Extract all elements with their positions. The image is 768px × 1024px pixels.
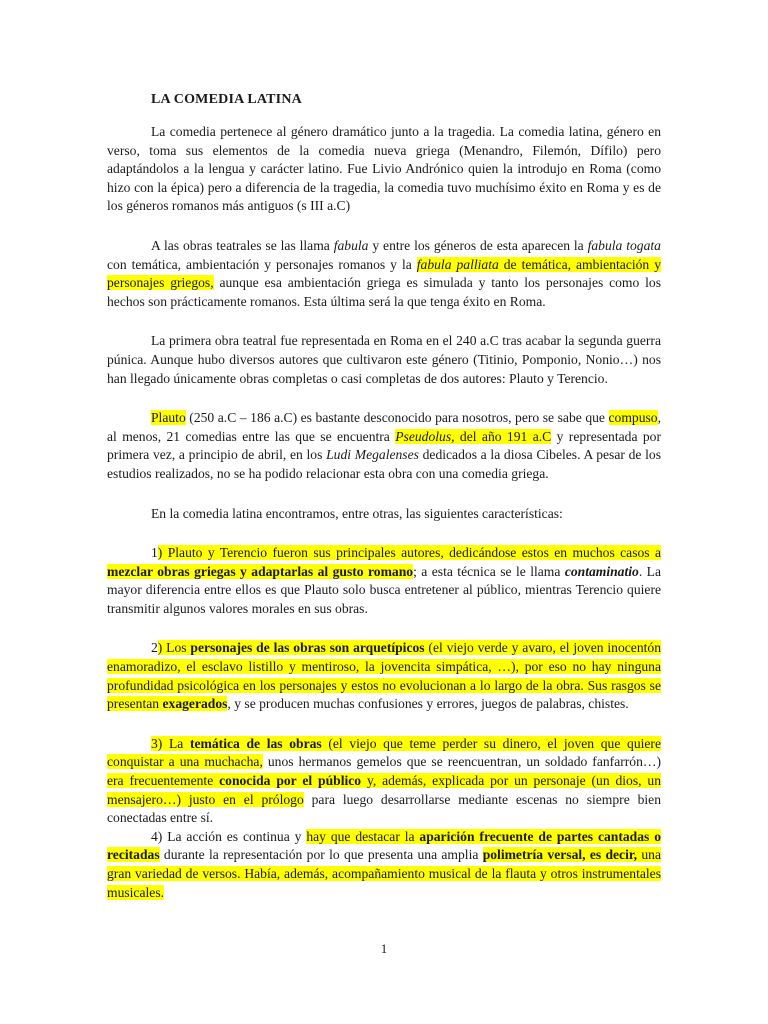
- paragraph: [107, 332, 661, 388]
- text-run: contaminatio: [564, 563, 639, 579]
- highlighted-text: 3) La: [151, 735, 190, 751]
- paragraph: [107, 505, 661, 524]
- highlighted-text: del año 191 a.C: [454, 428, 552, 444]
- text-run: La primera obra teatral fue representada en Roma en el 240 a.C tras acabar la segunda guerra púnica. Aunque hubo diversos autores que cultivaron este género (Titinio, Pomponio, Nonio…) nos han llegado únicamente obras completas o casi completas de dos autores: Plauto y Terencio.: [107, 333, 661, 386]
- highlighted-text: conocida por el público: [219, 773, 362, 789]
- highlighted-text: exagerados: [162, 696, 228, 712]
- highlighted-text: y, además, explicada por un personaje (un dios, un mensajero…) justo en el prólogo: [107, 773, 662, 807]
- document-title: LA COMEDIA LATINA: [151, 92, 302, 107]
- text-run: y representada por primera vez, a principio de abril, en los: [107, 428, 661, 463]
- text-run: En la comedia latina encontramos, entre otras, las siguientes características:: [151, 505, 563, 521]
- paragraph: [107, 544, 661, 618]
- text-run: 1: [151, 545, 158, 561]
- paragraph: [107, 735, 661, 828]
- text-run: ; a esta técnica se le llama: [413, 563, 565, 579]
- highlighted-text: temática de las obras: [189, 735, 322, 751]
- page-number: 1: [380, 941, 388, 956]
- text-run: aunque esa ambientación griega es simulada y tanto los personajes como los hechos son prácticamente romanos. Esta última será la que tenga éxito en Roma.: [107, 275, 661, 309]
- text-run: 2: [151, 640, 158, 656]
- text-run: unos hermanos gemelos que se reencuentran, un soldado fanfarrón…): [262, 754, 661, 770]
- highlighted-text: fabula palliata: [416, 256, 499, 272]
- text-run: , al menos, 21 comedias entre las que se encuentra: [107, 410, 661, 444]
- paragraph: [107, 639, 661, 713]
- text-run: dedicados a la diosa Cibeles. A pesar de los estudios realizados, no se ha podido relacionar esta obra con una comedia griega.: [107, 447, 661, 481]
- highlighted-text: polimetría versal, es decir,: [482, 847, 638, 863]
- highlighted-text: Pseudolus,: [395, 428, 455, 444]
- text-run: con temática, ambientación y personajes romanos y la: [107, 256, 417, 272]
- text-run: durante la representación por lo que presenta una amplia: [159, 847, 483, 863]
- text-run: (250 a.C – 186 a.C) es bastante desconocido para nosotros, pero se sabe que: [185, 410, 609, 426]
- text-run: fabula: [333, 237, 369, 253]
- paragraph: [107, 237, 661, 311]
- highlighted-text: compuso: [608, 410, 658, 426]
- text-run: fabula togata: [587, 237, 661, 253]
- paragraph: [107, 828, 661, 902]
- highlighted-text: de temática, ambientación y personajes griegos,: [107, 256, 662, 291]
- highlighted-text: mezclar obras griegas y adaptarlas al gusto romano: [107, 563, 414, 579]
- text-run: , y se producen muchas confusiones y errores, juegos de palabras, chistes.: [227, 696, 629, 712]
- text-run: . La mayor diferencia entre ellos es que Plauto solo busca entretener al público, mientras Terencio quiere transmitir algunos valores morales en sus obras.: [107, 563, 662, 616]
- document-body: [107, 92, 661, 923]
- highlighted-text: aparición frecuente de partes cantadas o recitadas: [107, 828, 661, 863]
- text-run: A las obras teatrales se las llama: [151, 237, 334, 253]
- text-run: 4) La acción es continua y: [151, 828, 307, 844]
- highlighted-text: personajes de las obras son arquetípicos: [190, 640, 425, 656]
- text-run: Ludi Megalenses: [326, 447, 419, 463]
- highlighted-text: una gran variedad de versos. Había, además, acompañamiento musical de la flauta y otros instrumentales musicales.: [107, 847, 661, 900]
- highlighted-text: Plauto: [151, 410, 186, 426]
- highlighted-text: ) Plauto y Terencio fueron sus principales autores, dedicándose estos en muchos casos a: [157, 545, 661, 561]
- highlighted-text: (el viejo que teme perder su dinero, el joven que quiere conquistar a una muchacha,: [107, 735, 661, 770]
- highlighted-text: ) Los: [157, 640, 191, 656]
- text-run: para luego desarrollarse mediante escenas no siempre bien conectadas entre sí.: [107, 791, 661, 826]
- paragraph: [107, 409, 661, 483]
- highlighted-text: (el viejo verde y avaro, el joven inocentón enamoradizo, el esclavo listillo y mentiroso, la jovencita simpática, …), por eso no hay ninguna profundidad psicológica en los personajes y estos no evolucionan a lo largo de la obra. Sus rasgos se presentan: [107, 640, 661, 712]
- text-run: y entre los géneros de esta aparecen la: [368, 237, 588, 253]
- paragraph: [107, 123, 661, 216]
- text-run: La comedia pertenece al género dramático junto a la tragedia. La comedia latina, género en verso, toma sus elementos de la comedia nueva griega (Menandro, Filemón, Dífilo) pero adaptándolos a la lengua y carácter latino. Fue Livio Andrónico quien la introdujo en Roma (como hizo con la épica) pero a diferencia de la tragedia, la comedia tuvo muchísimo éxito en Roma y es de los géneros romanos más antiguos (s III a.C): [107, 124, 661, 214]
- highlighted-text: era frecuentemente: [107, 773, 220, 789]
- highlighted-text: hay que destacar la: [306, 828, 420, 844]
- paragraph-list: [107, 123, 661, 902]
